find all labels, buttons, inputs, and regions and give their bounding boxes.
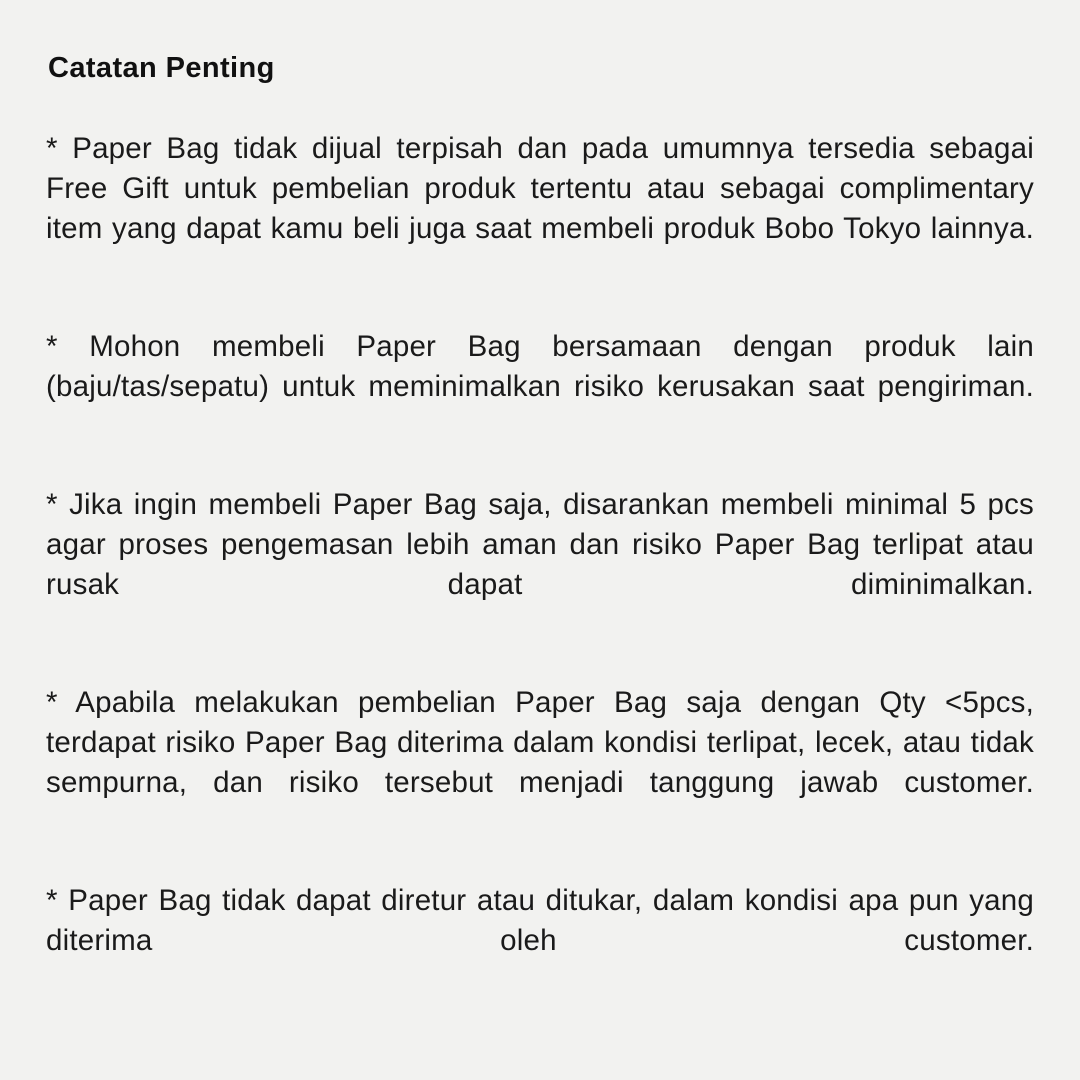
page-title: Catatan Penting <box>48 52 275 84</box>
note-item: * Paper Bag tidak dapat diretur atau ditukar, dalam kondisi apa pun yang diterima oleh customer. <box>46 884 1034 957</box>
note-item: * Mohon membeli Paper Bag bersamaan dengan produk lain (baju/tas/sepatu) untuk meminimalkan risiko kerusakan saat pengiriman. <box>46 330 1034 403</box>
note-item: * Jika ingin membeli Paper Bag saja, disarankan membeli minimal 5 pcs agar proses pengemasan lebih aman dan risiko Paper Bag terlipat atau rusak dapat diminimalkan. <box>46 488 1034 601</box>
note-item: * Apabila melakukan pembelian Paper Bag saja dengan Qty <5pcs, terdapat risiko Paper Bag diterima dalam kondisi terlipat, lecek, atau tidak sempurna, dan risiko tersebut menjadi tanggung jawab customer. <box>46 686 1034 799</box>
note-item: * Paper Bag tidak dijual terpisah dan pada umumnya tersedia sebagai Free Gift untuk pembelian produk tertentu atau sebagai complimentary item yang dapat kamu beli juga saat membeli produk Bobo Tokyo lainnya. <box>46 132 1034 245</box>
